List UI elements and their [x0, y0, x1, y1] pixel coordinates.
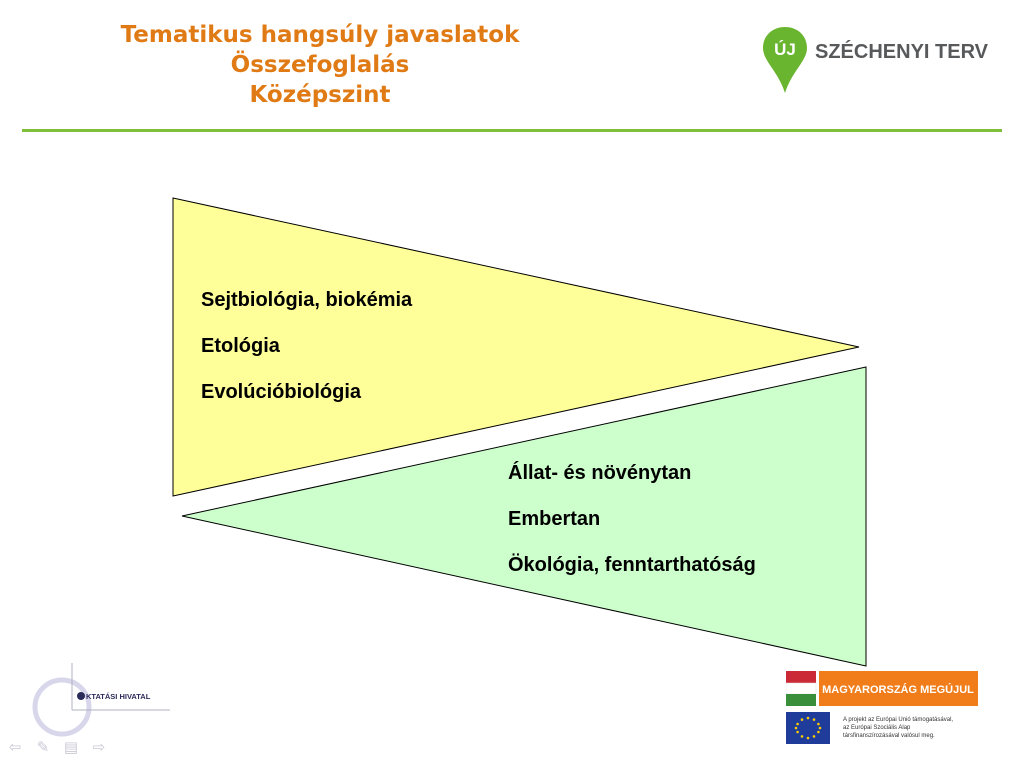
pen-icon[interactable]: ✎ — [36, 738, 50, 756]
title-line-1: Tematikus hangsúly javaslatok — [120, 22, 520, 48]
flag-red-stripe — [786, 671, 816, 683]
szechenyi-terv-text: SZÉCHENYI TERV — [815, 41, 988, 63]
list-item: Evolúcióbiológia — [201, 381, 362, 403]
back-arrow-icon[interactable]: ⇦ — [8, 738, 22, 756]
magyarorszag-megujul-banner — [786, 671, 978, 706]
list-item: Etológia — [201, 335, 280, 357]
eu-note-line: az Európai Szociális Alap — [843, 725, 911, 731]
title-line-2: Összefoglalás — [230, 52, 410, 78]
list-item: Sejtbiológia, biokémia — [201, 289, 413, 311]
dot-icon — [77, 692, 85, 700]
flag-white-stripe — [786, 683, 816, 694]
eu-note-line: A projekt az Európai Unió támogatásával, — [843, 717, 954, 723]
oktatasi-hivatal-logo — [30, 655, 180, 745]
slide-navigation — [4, 738, 134, 758]
eu-note-line: társfinanszírozásával valósul meg. — [843, 733, 935, 739]
title-line-3: Középszint — [249, 82, 391, 108]
uj-badge-text: ÚJ — [774, 40, 796, 59]
menu-icon[interactable]: ▤ — [63, 738, 79, 756]
megujul-text: MAGYARORSZÁG MEGÚJUL — [822, 684, 974, 696]
list-item: Ökológia, fenntarthatóság — [508, 554, 756, 576]
eu-funding-note — [843, 716, 993, 740]
list-item: Állat- és növénytan — [508, 462, 692, 484]
forward-arrow-icon[interactable]: ⇨ — [92, 738, 106, 756]
list-item: Embertan — [508, 508, 601, 530]
upper-wedge-list — [201, 288, 412, 426]
flag-green-stripe — [786, 694, 816, 706]
lower-wedge-list — [508, 461, 756, 599]
oktatasi-hivatal-text: KTATÁSI HIVATAL — [86, 692, 151, 701]
